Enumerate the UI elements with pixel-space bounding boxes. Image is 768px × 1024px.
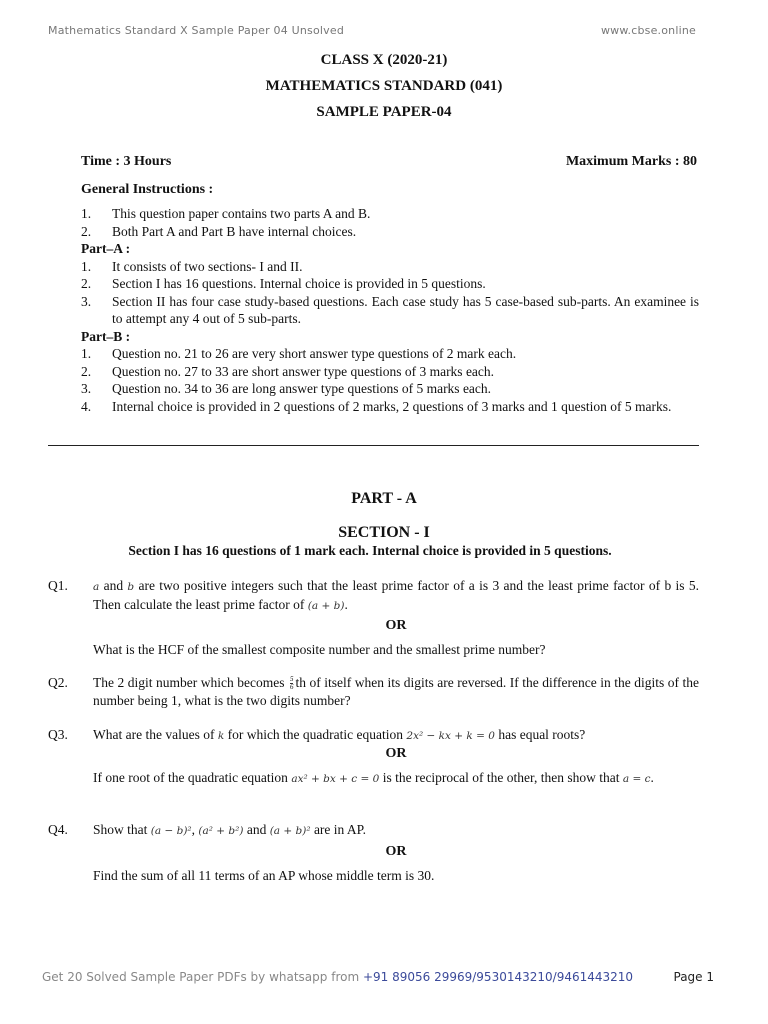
- instruction-item: 1. It consists of two sections- I and II.: [81, 258, 303, 274]
- question-text: What are the values of k for which the quadratic equation 2x² − kx + k = 0 has equal roots?: [93, 727, 586, 742]
- question-4-alternative: Find the sum of all 11 terms of an AP whose middle term is 30.: [93, 868, 435, 883]
- question-2: [48, 674, 699, 710]
- running-header-website: www.cbse.online: [600, 24, 696, 37]
- time-label: Time : 3 Hours: [81, 154, 172, 169]
- max-marks-label: Maximum Marks : 80: [565, 154, 697, 169]
- or-label: OR: [385, 746, 407, 761]
- question-number: Q1.: [48, 578, 68, 593]
- instruction-item: 4. Internal choice is provided in 2 questions of 2 marks, 2 questions of 3 marks and 1 question of 5 marks.: [81, 398, 672, 414]
- subject-title: MATHEMATICS STANDARD (041): [265, 78, 503, 94]
- question-text: a and b are two positive integers such that the least prime factor of a is 3 and the least prime factor of b is 5. Then calculate the least prime factor of (a + b).: [93, 578, 699, 612]
- question-number: Q3.: [48, 727, 68, 742]
- running-header-title: Mathematics Standard X Sample Paper 04 Unsolved: [48, 24, 345, 37]
- class-title: CLASS X (2020-21): [320, 52, 448, 68]
- section-note: Section I has 16 questions of 1 mark each. Internal choice is provided in 5 questions.: [128, 543, 612, 558]
- fraction: $\frac{5}{6}$: [289, 675, 294, 692]
- part-a-title: PART - A: [351, 490, 417, 507]
- instruction-item: 2. Both Part A and Part B have internal choices.: [81, 223, 357, 239]
- paper-title: SAMPLE PAPER-04: [316, 104, 452, 120]
- part-a-heading: Part–A :: [81, 241, 131, 256]
- question-text: Show that (a − b)², (a² + b²) and (a + b)² are in AP.: [93, 822, 367, 837]
- question-1-alternative: What is the HCF of the smallest composite number and the smallest prime number?: [93, 642, 546, 657]
- instruction-item: 2. Question no. 27 to 33 are short answer type questions of 3 marks each.: [81, 363, 495, 379]
- question-number: Q4.: [48, 822, 68, 837]
- instruction-item: 2. Section I has 16 questions. Internal choice is provided in 5 questions.: [81, 276, 486, 291]
- question-number: Q2.: [48, 675, 68, 690]
- question-3-alternative: If one root of the quadratic equation ax² + bx + c = 0 is the reciprocal of the other, then show that a = c.: [93, 770, 654, 785]
- divider-line: [48, 445, 699, 446]
- footer-promo: Get 20 Solved Sample Paper PDFs by whatsapp from +91 89056 29969/9530143210/9461443210: [42, 970, 634, 984]
- page-number: Page 1: [673, 970, 714, 984]
- instruction-item: 3. Section II has four case study-based questions. Each case study has 5 case-based sub-parts. An examinee is to attempt any 4 out of 5 sub-parts.: [81, 293, 699, 326]
- question-text: The 2 digit number which becomes $\frac{5}{6}$ th of itself when its digits are reversed. If the difference in the digits of the number being 1, what is the two digits number?: [93, 675, 700, 708]
- footer-phone-numbers: +91 89056 29969/9530143210/9461443210: [362, 970, 634, 984]
- part-b-heading: Part–B :: [81, 328, 131, 344]
- instructions-list: [81, 205, 699, 415]
- question-4: [48, 821, 699, 840]
- or-label: OR: [385, 844, 407, 859]
- or-label: OR: [385, 618, 407, 633]
- instruction-item: 1. Question no. 21 to 26 are very short answer type questions of 2 mark each.: [81, 346, 517, 361]
- question-1: [48, 577, 699, 615]
- section-title: SECTION - I: [338, 524, 430, 541]
- general-instructions-heading: General Instructions :: [81, 182, 214, 197]
- instruction-item: 3. Question no. 34 to 36 are long answer type questions of 5 marks each.: [81, 381, 492, 396]
- question-3: [48, 726, 699, 745]
- instruction-item: 1. This question paper contains two parts A and B.: [81, 206, 371, 221]
